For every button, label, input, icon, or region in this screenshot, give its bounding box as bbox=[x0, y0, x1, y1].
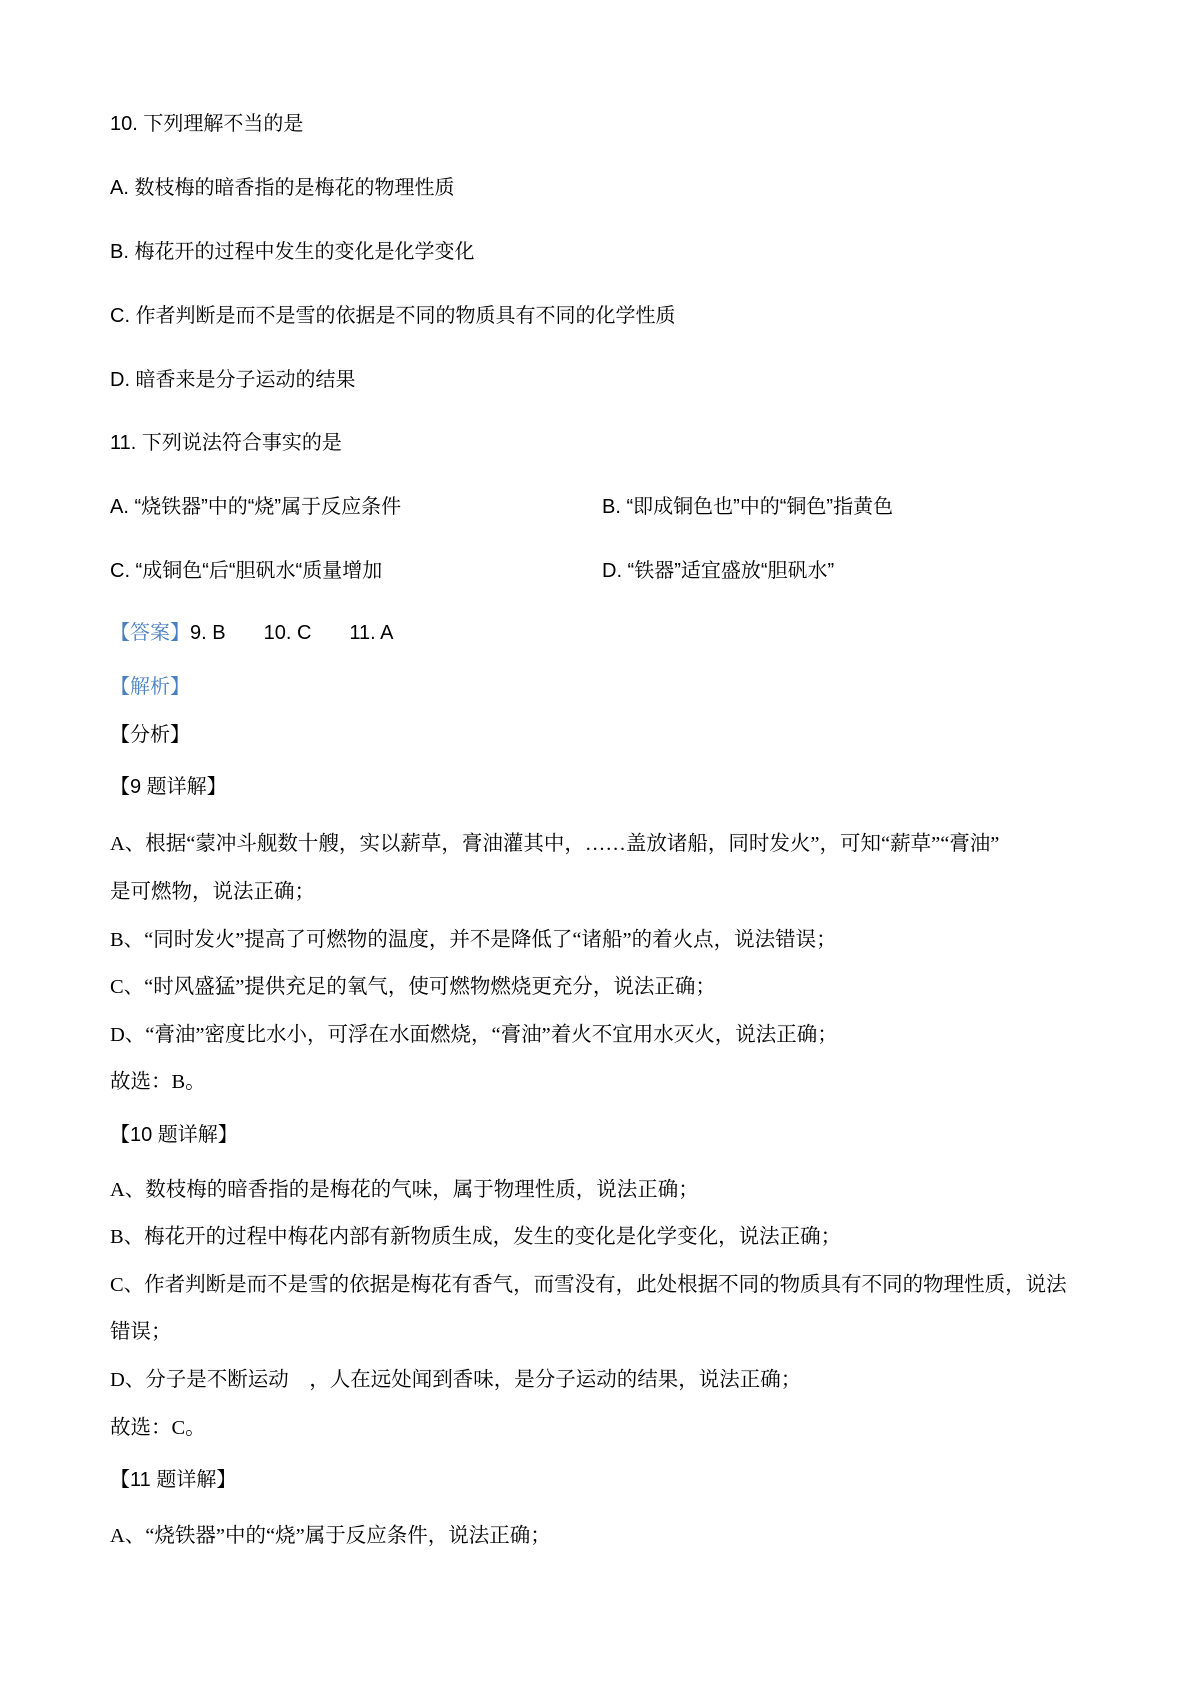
detail9-line: 是可燃物，说法正确； bbox=[110, 881, 315, 903]
detail9-line: D、“膏油”密度比水小，可浮在水面燃烧，“膏油”着火不宜用水灭火，说法正确； bbox=[110, 1024, 838, 1046]
answer-11: 11. A bbox=[349, 622, 394, 644]
q10-option-b: B. 梅花开的过程中发生的变化是化学变化 bbox=[110, 241, 475, 263]
detail10-line: 错误； bbox=[110, 1321, 172, 1343]
q10-option-d: D. 暗香来是分子运动的结果 bbox=[110, 369, 356, 391]
answer-10: 10. C bbox=[263, 622, 312, 644]
q10-option-c: C. 作者判断是而不是雪的依据是不同的物质具有不同的化学性质 bbox=[110, 305, 676, 327]
q10-stem: 10. 下列理解不当的是 bbox=[110, 113, 304, 135]
q11-option-b: B. “即成铜色也”中的“铜色”指黄色 bbox=[602, 496, 894, 518]
detail9-line: B、“同时发火”提高了可燃物的温度，并不是降低了“诸船”的着火点，说法错误； bbox=[110, 929, 837, 951]
q11-option-c: C. “成铜色“后“胆矾水“质量增加 bbox=[110, 560, 383, 582]
q11-option-a: A. “烧铁器”中的“烧”属于反应条件 bbox=[110, 496, 402, 518]
q10-option-a: A. 数枝梅的暗香指的是梅花的物理性质 bbox=[110, 177, 455, 199]
detail10-line: B、梅花开的过程中梅花内部有新物质生成，发生的变化是化学变化，说法正确； bbox=[110, 1226, 842, 1248]
detail10-line: 故选：C。 bbox=[110, 1417, 206, 1439]
detail10-title: 【10 题详解】 bbox=[110, 1124, 238, 1146]
q11-stem: 11. 下列说法符合事实的是 bbox=[110, 432, 342, 454]
q11-option-d: D. “铁器”适宜盛放“胆矾水” bbox=[602, 560, 835, 582]
answer-9: 9. B bbox=[190, 622, 226, 644]
detail10-line: D、分子是不断运动 ，人在远处闻到香味，是分子运动的结果，说法正确； bbox=[110, 1369, 802, 1391]
fenxi-label: 【分析】 bbox=[110, 724, 190, 746]
answer-label: 【答案】 bbox=[110, 622, 190, 644]
analysis-label: 【解析】 bbox=[110, 676, 190, 698]
detail9-title: 【9 题详解】 bbox=[110, 776, 227, 798]
detail11-line: A、“烧铁器”中的“烧”属于反应条件，说法正确； bbox=[110, 1525, 551, 1547]
detail11-title: 【11 题详解】 bbox=[110, 1469, 237, 1491]
detail10-line: C、作者判断是而不是雪的依据是梅花有香气，而雪没有，此处根据不同的物质具有不同的物理性质，说法 bbox=[110, 1274, 1067, 1296]
detail9-line: C、“时风盛猛”提供充足的氧气，使可燃物燃烧更充分，说法正确； bbox=[110, 976, 716, 998]
answer-line bbox=[110, 619, 394, 647]
detail10-line: A、数枝梅的暗香指的是梅花的气味，属于物理性质，说法正确； bbox=[110, 1179, 699, 1201]
detail9-line: A、根据“蒙冲斗舰数十艘，实以薪草，膏油灌其中，……盖放诸船，同时发火”，可知“薪草”“膏油” bbox=[110, 833, 1000, 855]
detail9-line: 故选：B。 bbox=[110, 1071, 206, 1093]
